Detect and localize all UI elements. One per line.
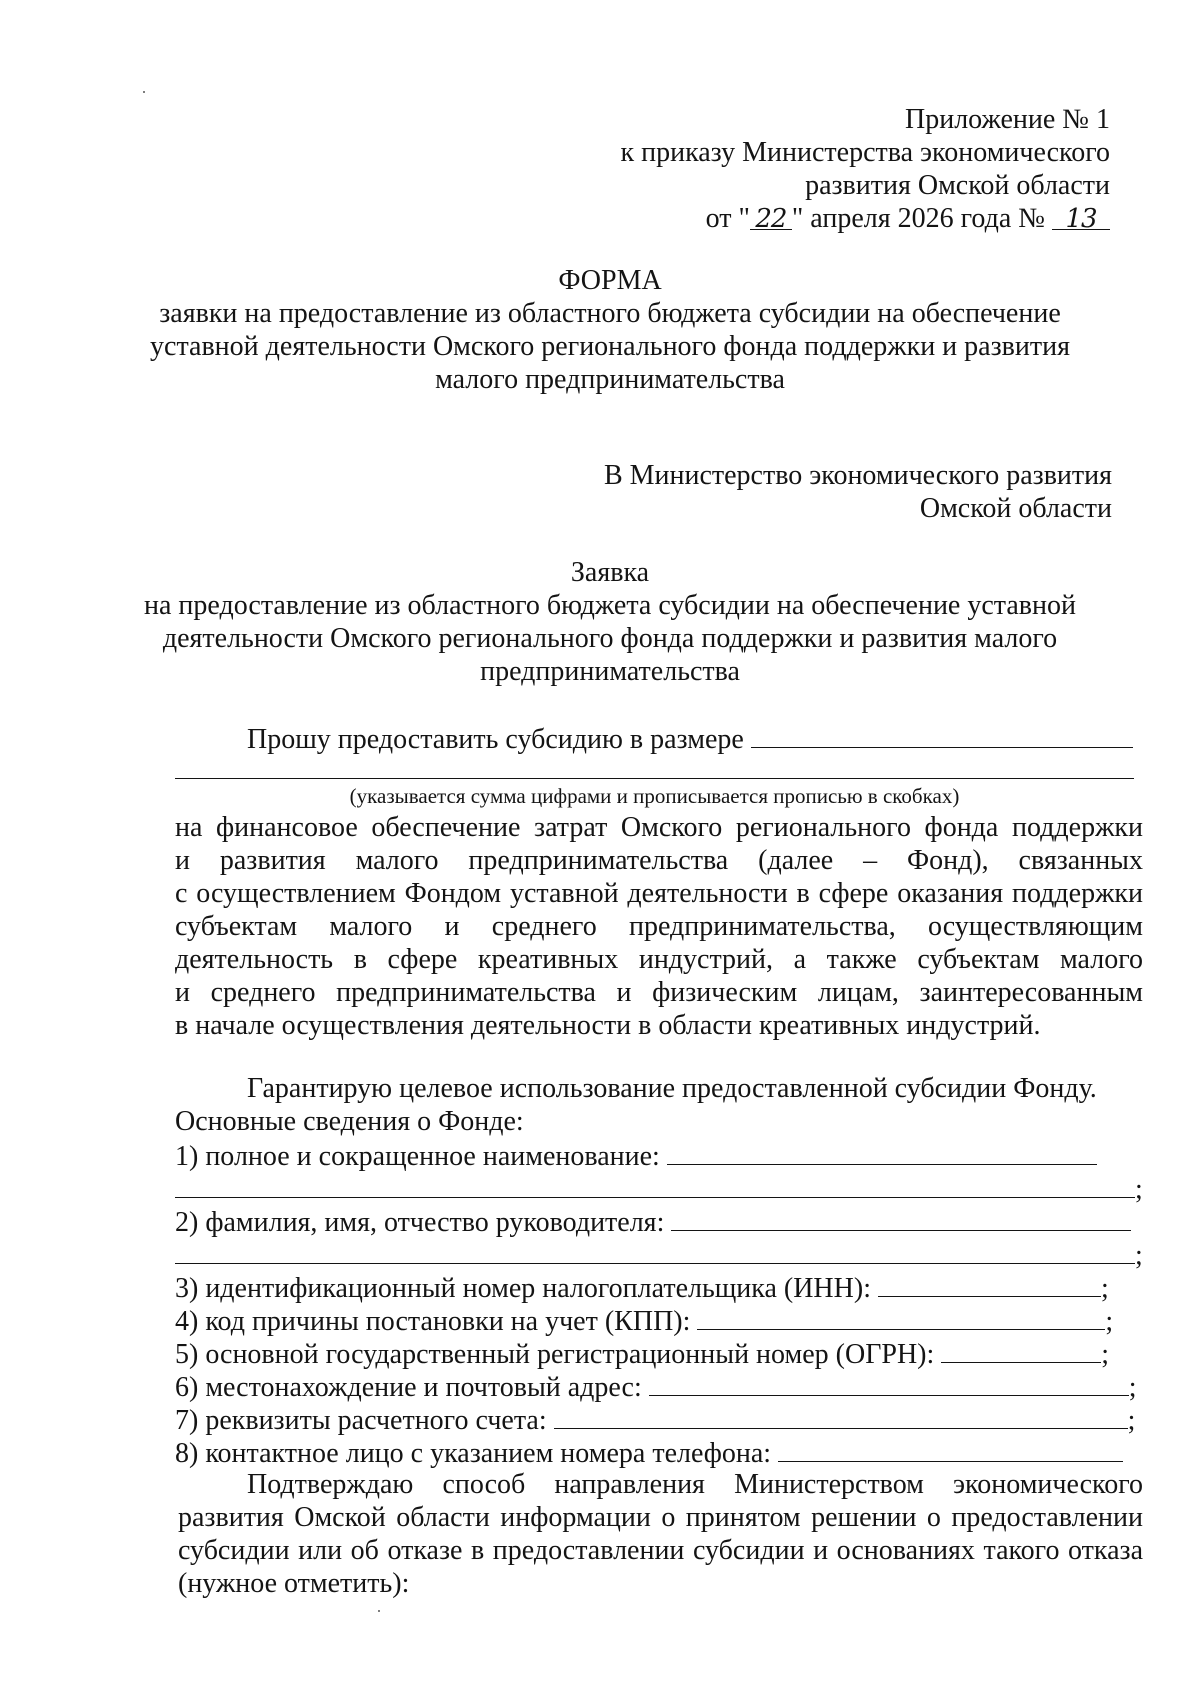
application-title-line-2: деятельности Омского регионального фонда поддержки и развития малого bbox=[162, 623, 1058, 654]
addressee-line-2: Омской области bbox=[919, 493, 1112, 524]
fund-item-6-label: 6) местонахождение и почтовый адрес: bbox=[175, 1372, 642, 1403]
form-title-line-3: малого предпринимательства bbox=[435, 364, 785, 395]
purpose-line-7: в начале осуществления деятельности в области креативных индустрий. bbox=[175, 1010, 1041, 1041]
application-title-line-3: предпринимательства bbox=[480, 656, 740, 687]
purpose-line-4: субъектам малого и среднего предпринимательства, осуществляющим bbox=[175, 911, 1143, 942]
fund-item-6 bbox=[175, 1369, 1137, 1404]
end-mark: ; bbox=[1135, 1240, 1143, 1271]
order-date-line bbox=[706, 202, 1110, 235]
end-mark: ; bbox=[1135, 1174, 1143, 1205]
fund-item-7-label: 7) реквизиты расчетного счета: bbox=[175, 1405, 547, 1436]
end-mark: ; bbox=[1127, 1405, 1136, 1436]
appendix-number: Приложение № 1 bbox=[905, 104, 1110, 135]
end-mark: ; bbox=[1101, 1339, 1110, 1370]
purpose-line-5: деятельность в сфере креативных индустрий, а также субъектам малого bbox=[175, 944, 1143, 975]
ministry-region: развития Омской области bbox=[805, 170, 1110, 201]
scan-speck bbox=[143, 91, 145, 93]
bank-account-field[interactable] bbox=[554, 1402, 1128, 1429]
form-title-line-1: заявки на предоставление из областного бюджета субсидии на обеспечение bbox=[159, 298, 1061, 329]
fund-item-5 bbox=[175, 1336, 1109, 1371]
confirm-line-4: (нужное отметить): bbox=[178, 1568, 410, 1599]
fund-item-2-label: 2) фамилия, имя, отчество руководителя: bbox=[175, 1207, 665, 1238]
fund-item-1-cont bbox=[175, 1171, 1143, 1206]
confirm-line-2: развития Омской области информации о принятом решении о предоставлении bbox=[178, 1502, 1143, 1533]
order-reference: к приказу Министерства экономического bbox=[620, 137, 1110, 168]
fund-item-7 bbox=[175, 1402, 1135, 1437]
director-name-field[interactable] bbox=[671, 1204, 1131, 1231]
fund-item-2 bbox=[175, 1204, 1131, 1239]
order-number-handwritten: 13 bbox=[1052, 203, 1110, 230]
fund-info-title: Основные сведения о Фонде: bbox=[175, 1106, 524, 1137]
confirm-line-1: Подтверждаю способ направления Министерством экономического bbox=[247, 1469, 1143, 1500]
fund-item-8 bbox=[175, 1435, 1123, 1470]
fund-name-field[interactable] bbox=[667, 1138, 1097, 1165]
contact-person-field[interactable] bbox=[778, 1435, 1123, 1462]
confirm-line-3: субсидии или об отказе в предоставлении субсидии и основаниях такого отказа bbox=[178, 1535, 1143, 1566]
request-line bbox=[247, 721, 1133, 756]
fund-item-2-cont bbox=[175, 1237, 1143, 1272]
form-title-line-2: уставной деятельности Омского регионального фонда поддержки и развития bbox=[150, 331, 1070, 362]
guarantee-text: Гарантирую целевое использование предоставленной субсидии Фонду. bbox=[247, 1073, 1097, 1104]
addressee-line-1: В Министерство экономического развития bbox=[603, 460, 1112, 491]
purpose-line-6: и среднего предпринимательства и физическим лицам, заинтересованным bbox=[175, 977, 1143, 1008]
purpose-line-3: с осуществлением Фондом уставной деятельности в сфере оказания поддержки bbox=[175, 878, 1143, 909]
end-mark: ; bbox=[1128, 1372, 1137, 1403]
application-heading: Заявка bbox=[570, 557, 650, 588]
fund-item-5-label: 5) основной государственный регистрационный номер (ОГРН): bbox=[175, 1339, 935, 1370]
fund-item-3-label: 3) идентификационный номер налогоплательщика (ИНН): bbox=[175, 1273, 871, 1304]
fund-item-8-label: 8) контактное лицо с указанием номера телефона: bbox=[175, 1438, 772, 1469]
fund-item-4 bbox=[175, 1303, 1113, 1338]
scan-speck bbox=[378, 1610, 380, 1612]
amount-hint: (указывается сумма цифрами и прописывается прописью в скобках) bbox=[349, 784, 960, 808]
fund-item-4-label: 4) код причины постановки на учет (КПП): bbox=[175, 1306, 691, 1337]
fund-item-3 bbox=[175, 1270, 1109, 1305]
date-middle: " апреля 2026 года № bbox=[791, 203, 1052, 234]
fund-item-1 bbox=[175, 1138, 1097, 1173]
date-day-handwritten: 22 bbox=[750, 203, 792, 230]
ogrn-field[interactable] bbox=[941, 1336, 1101, 1363]
application-title-line-1: на предоставление из областного бюджета субсидии на обеспечение уставной bbox=[144, 590, 1076, 621]
amount-blank-field[interactable] bbox=[751, 721, 1133, 748]
address-field[interactable] bbox=[649, 1369, 1129, 1396]
end-mark: ; bbox=[1105, 1306, 1114, 1337]
inn-field[interactable] bbox=[878, 1270, 1101, 1297]
kpp-field[interactable] bbox=[697, 1303, 1105, 1330]
form-heading: ФОРМА bbox=[558, 265, 662, 296]
end-mark: ; bbox=[1100, 1273, 1109, 1304]
purpose-line-2: и развития малого предпринимательства (далее – Фонд), связанных bbox=[175, 845, 1143, 876]
amount-words-blank-field[interactable] bbox=[175, 778, 1134, 779]
director-name-field-cont[interactable] bbox=[175, 1237, 1135, 1264]
purpose-line-1: на финансовое обеспечение затрат Омского регионального фонда поддержки bbox=[175, 812, 1143, 843]
fund-name-field-cont[interactable] bbox=[175, 1171, 1135, 1198]
request-text: Прошу предоставить субсидию в размере bbox=[247, 724, 744, 755]
date-prefix: от " bbox=[705, 203, 750, 234]
fund-item-1-label: 1) полное и сокращенное наименование: bbox=[175, 1141, 660, 1172]
